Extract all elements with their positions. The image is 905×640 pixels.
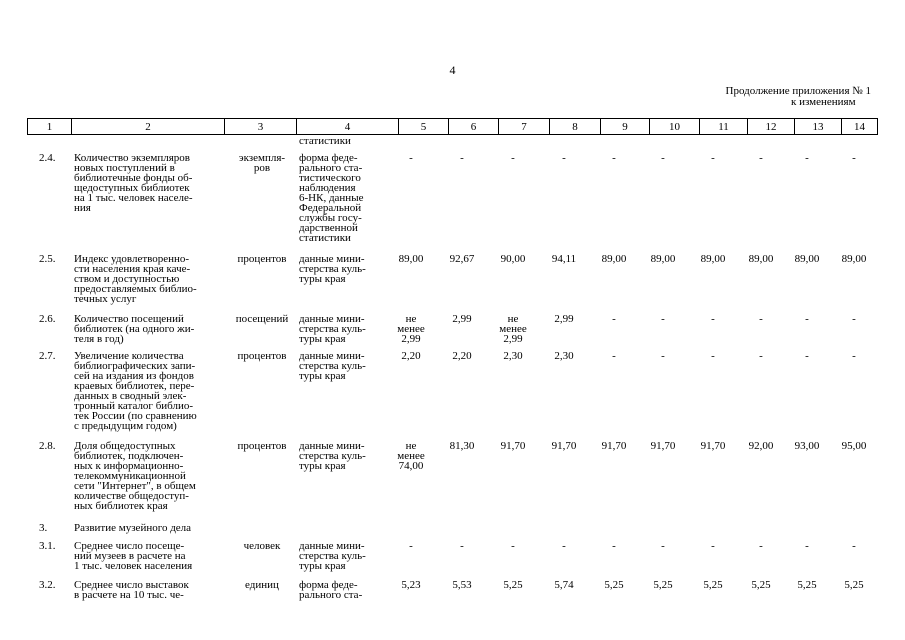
value-cell: - (562, 152, 566, 164)
value-cell: 2,20 (452, 350, 472, 362)
value-cell: 89,00 (700, 253, 726, 265)
column-header: 7 (499, 119, 550, 135)
value-cell: 5,53 (452, 579, 472, 591)
value-cell: - (759, 152, 763, 164)
value-cell: 89,00 (841, 253, 867, 265)
indicator-name: Количество посещений библиотек (на одного жи- теля в год) (74, 313, 195, 345)
value-cell: 89,00 (398, 253, 424, 265)
data-source: данные мини- стерства куль- туры края (299, 253, 366, 285)
value-cell: - (511, 540, 515, 552)
row-number: 2.7. (39, 350, 56, 362)
row-number: 3.2. (39, 579, 56, 591)
data-source: форма феде- рального ста- тистического наблюдения 6-НК, данные Федеральной службы госу- дарственной статистики (299, 152, 364, 244)
column-header: 2 (72, 119, 225, 135)
value-cell: 2,30 (554, 350, 574, 362)
value-cell: 91,70 (650, 440, 676, 452)
data-source: данные мини- стерства куль- туры края (299, 440, 366, 472)
value-cell: 93,00 (794, 440, 820, 452)
column-header: 14 (842, 119, 878, 135)
column-header: 8 (550, 119, 601, 135)
value-cell: 5,25 (604, 579, 624, 591)
data-source: данные мини- стерства куль- туры края (299, 540, 366, 572)
row-number: 2.6. (39, 313, 56, 325)
value-cell: 91,70 (551, 440, 577, 452)
column-header: 1 (28, 119, 72, 135)
section-title: Развитие музейного дела (74, 522, 192, 534)
unit-of-measure: человек (243, 540, 281, 552)
indicator-name: Среднее число выставок в расчете на 10 тыс. че- (74, 579, 189, 601)
column-header: 6 (449, 119, 499, 135)
value-cell: 5,25 (797, 579, 817, 591)
value-cell: 89,00 (650, 253, 676, 265)
value-cell: 81,30 (449, 440, 475, 452)
continuation-note (726, 86, 871, 108)
value-cell: - (661, 350, 665, 362)
value-cell: - (612, 313, 616, 325)
value-cell: - (612, 540, 616, 552)
unit-of-measure: экземпля- ров (238, 152, 286, 174)
column-header-table (27, 118, 878, 135)
column-header: 12 (748, 119, 795, 135)
value-cell: - (805, 313, 809, 325)
indicator-name: Индекс удовлетворенно- сти населения края каче- ством и доступностью предоставляемых библио- течных услуг (74, 253, 197, 305)
value-cell: 91,70 (601, 440, 627, 452)
row-number: 2.4. (39, 152, 56, 164)
value-cell: 2,20 (401, 350, 421, 362)
column-header: 9 (601, 119, 650, 135)
indicator-name: Увеличение количества библиографических запи- сей на издания из фондов краевых библиотек, пере- данных в сводный элек- тронный каталог библио- тек России (по сравнению с предыдущим годом) (74, 350, 197, 432)
column-header: 3 (225, 119, 297, 135)
value-cell: - (661, 540, 665, 552)
value-cell: 89,00 (794, 253, 820, 265)
value-cell: - (612, 152, 616, 164)
unit-of-measure: процентов (237, 350, 287, 362)
value-cell: 90,00 (500, 253, 526, 265)
value-cell: 2,30 (503, 350, 523, 362)
column-header: 13 (795, 119, 842, 135)
value-cell: - (711, 152, 715, 164)
indicator-name: Среднее число посеще- ний музеев в расчете на 1 тыс. человек населения (74, 540, 193, 572)
value-cell: 5,25 (653, 579, 673, 591)
table-body (27, 135, 877, 640)
value-cell: 5,74 (554, 579, 574, 591)
value-cell: 89,00 (748, 253, 774, 265)
value-cell: 5,25 (703, 579, 723, 591)
continuation-line-1: Продолжение приложения № 1 (725, 85, 871, 97)
value-cell: - (711, 540, 715, 552)
page-number: 4 (449, 63, 456, 77)
continuation-line-2: к изменениям (790, 96, 856, 108)
data-source: форма феде- рального ста- (299, 579, 363, 601)
indicator-name: Доля общедоступных библиотек, подключен- ных к информационно- телекоммуникационной сети "Интернет", в общем количестве общедоступ- ных библиотек края (74, 440, 196, 512)
value-cell: - (562, 540, 566, 552)
value-cell: - (460, 540, 464, 552)
value-cell: 92,00 (748, 440, 774, 452)
value-cell: - (711, 350, 715, 362)
unit-of-measure: процентов (237, 253, 287, 265)
column-header: 10 (650, 119, 700, 135)
column-header: 4 (297, 119, 399, 135)
column-header: 11 (700, 119, 748, 135)
value-cell: 92,67 (449, 253, 475, 265)
value-cell: - (759, 540, 763, 552)
row-number: 2.5. (39, 253, 56, 265)
value-cell: - (661, 152, 665, 164)
value-cell: - (805, 350, 809, 362)
value-cell: - (852, 313, 856, 325)
value-cell: 2,99 (452, 313, 472, 325)
value-cell: 89,00 (601, 253, 627, 265)
value-cell: - (661, 313, 665, 325)
value-cell: - (852, 540, 856, 552)
value-cell: - (460, 152, 464, 164)
value-cell: - (409, 152, 413, 164)
value-cell: - (852, 152, 856, 164)
value-cell: 94,11 (551, 253, 577, 265)
row-number: 3. (39, 522, 48, 534)
value-cell: 91,70 (500, 440, 526, 452)
value-cell: - (711, 313, 715, 325)
value-cell: 5,25 (751, 579, 771, 591)
data-source: данные мини- стерства куль- туры края (299, 313, 366, 345)
column-header-row (28, 119, 878, 135)
value-cell: - (511, 152, 515, 164)
row-number: 3.1. (39, 540, 56, 552)
unit-of-measure: единиц (245, 579, 279, 591)
value-cell: - (612, 350, 616, 362)
value-cell: - (805, 540, 809, 552)
data-source: данные мини- стерства куль- туры края (299, 350, 366, 382)
value-cell: 95,00 (841, 440, 867, 452)
unit-of-measure: посещений (235, 313, 289, 325)
value-cell: 5,25 (503, 579, 523, 591)
value-cell: - (852, 350, 856, 362)
value-cell: - (409, 540, 413, 552)
carry-over-text: статистики (299, 135, 351, 147)
indicator-name: Количество экземпляров новых поступлений в библиотечные фонды об- щедоступных библиотек на 1 тыс. человек населе- ния (74, 152, 193, 214)
value-cell: 5,25 (844, 579, 864, 591)
value-cell: не менее 74,00 (397, 440, 425, 472)
value-cell: не менее 2,99 (499, 313, 527, 345)
value-cell: 2,99 (554, 313, 574, 325)
value-cell: - (805, 152, 809, 164)
value-cell: - (759, 350, 763, 362)
value-cell: 5,23 (401, 579, 421, 591)
value-cell: 91,70 (700, 440, 726, 452)
value-cell: не менее 2,99 (397, 313, 425, 345)
unit-of-measure: процентов (237, 440, 287, 452)
column-header: 5 (399, 119, 449, 135)
row-number: 2.8. (39, 440, 56, 452)
value-cell: - (759, 313, 763, 325)
